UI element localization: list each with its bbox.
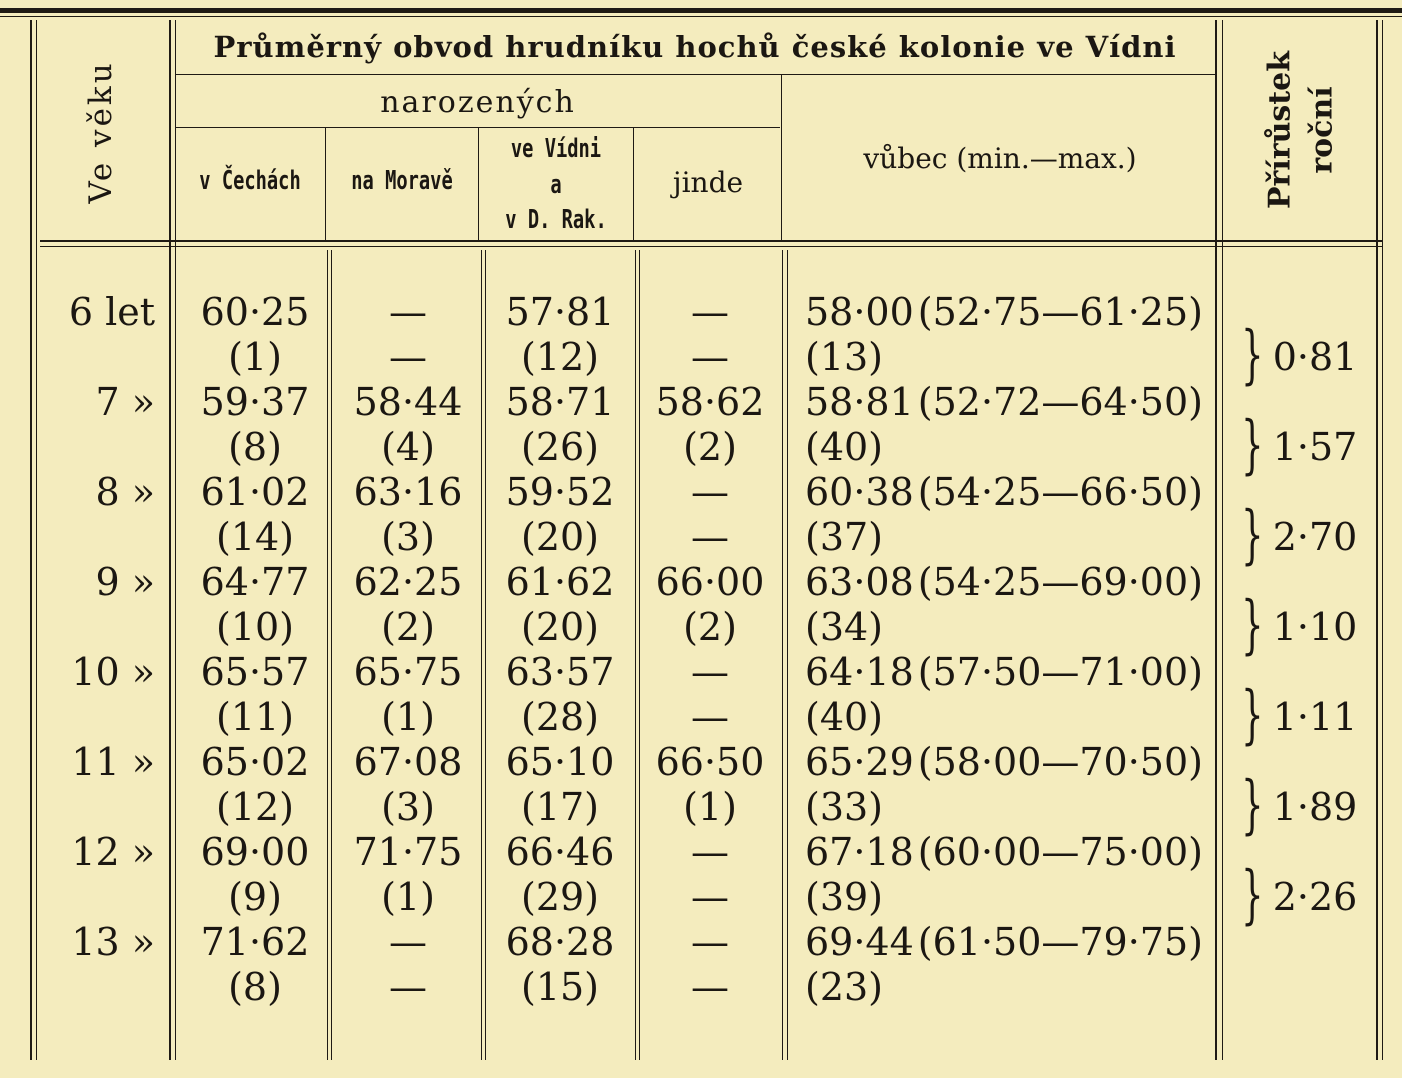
bohemia-value: 61·02 — [200, 470, 310, 514]
divider-right-b — [1382, 20, 1383, 1060]
age-cell: 8 » — [95, 470, 155, 514]
elsewhere-count: (2) — [683, 605, 737, 649]
age-cell: 12 » — [71, 830, 155, 874]
overall-value: 63·08 — [805, 560, 914, 604]
moravia-count: (1) — [381, 695, 435, 739]
overall-range: (52·75—61·25) — [917, 290, 1203, 334]
main-column-header: Průměrný obvod hrudníku hochů české kolonie ve Vídni — [213, 30, 1177, 64]
bohemia-value: 64·77 — [200, 560, 310, 604]
elsewhere-count: — — [691, 515, 729, 559]
bohemia-count: (1) — [228, 335, 282, 379]
overall-range: (58·00—70·50) — [917, 740, 1203, 784]
annual-increase: 1·10 — [1272, 605, 1358, 649]
elsewhere-value: — — [691, 290, 729, 334]
age-cell: 11 » — [71, 740, 155, 784]
elsewhere-column-header: jinde — [672, 166, 744, 199]
born-column-header: narozených — [380, 85, 576, 120]
divider-left-b — [36, 20, 37, 1060]
brace-icon: } — [1241, 858, 1264, 932]
age-cell: 9 » — [95, 560, 155, 604]
moravia-value: 62·25 — [353, 560, 463, 604]
moravia-column-header: na Moravě — [351, 166, 453, 196]
overall-value: 64·18 — [805, 650, 914, 694]
brace-icon: } — [1241, 318, 1264, 392]
elsewhere-value: — — [691, 470, 729, 514]
vienna-value: 65·10 — [505, 740, 615, 784]
moravia-value: 67·08 — [353, 740, 463, 784]
overall-column-header: vůbec (min.—max.) — [863, 142, 1137, 175]
bohemia-value: 65·57 — [200, 650, 310, 694]
vienna-value: 63·57 — [505, 650, 615, 694]
brace-icon: } — [1241, 678, 1264, 752]
elsewhere-value: — — [691, 650, 729, 694]
moravia-count: (4) — [381, 425, 435, 469]
elsewhere-count: — — [691, 335, 729, 379]
divider-increase-a — [1215, 20, 1217, 1060]
vienna-value: 66·46 — [505, 830, 615, 874]
vienna-value: 59·52 — [505, 470, 615, 514]
annual-increase: 1·11 — [1272, 695, 1358, 739]
moravia-count: (3) — [381, 785, 435, 829]
vienna-count: (28) — [520, 695, 600, 739]
overall-range: (57·50—71·00) — [917, 650, 1203, 694]
moravia-value: 65·75 — [353, 650, 463, 694]
vienna-count: (20) — [520, 605, 600, 649]
age-cell: 6 let — [68, 290, 155, 334]
bohemia-count: (9) — [228, 875, 282, 919]
elsewhere-value: 58·62 — [655, 380, 765, 424]
annual-increase: 0·81 — [1272, 335, 1358, 379]
vienna-value: 61·62 — [505, 560, 615, 604]
bohemia-count: (12) — [215, 785, 295, 829]
overall-count: (13) — [805, 335, 884, 379]
top-rule — [0, 8, 1402, 13]
header-divider-2 — [478, 128, 479, 240]
header-body-rule-b — [40, 246, 1382, 247]
body-divider-1b — [331, 250, 332, 1060]
body-divider-2b — [485, 250, 486, 1060]
moravia-value: — — [389, 290, 427, 334]
overall-value: 58·81 — [805, 380, 914, 424]
overall-value: 69·44 — [805, 920, 914, 964]
vienna-count: (26) — [520, 425, 600, 469]
bohemia-column-header: v Čechách — [199, 166, 301, 196]
brace-icon: } — [1241, 498, 1264, 572]
moravia-value: 63·16 — [353, 470, 463, 514]
overall-count: (33) — [805, 785, 884, 829]
divider-increase-b — [1222, 20, 1223, 1060]
overall-range: (54·25—66·50) — [917, 470, 1203, 514]
top-rule-thin — [0, 16, 1402, 17]
bohemia-value: 60·25 — [200, 290, 310, 334]
body-divider-4a — [782, 250, 783, 1060]
body-divider-2a — [481, 250, 482, 1060]
divider-age-a — [169, 20, 171, 1060]
overall-count: (37) — [805, 515, 884, 559]
moravia-value: 58·44 — [353, 380, 463, 424]
age-column-header: Ve věku — [83, 60, 119, 204]
header-body-rule-a — [40, 240, 1382, 242]
annual-increase: 1·89 — [1272, 785, 1358, 829]
vienna-value: 57·81 — [505, 290, 615, 334]
overall-value: 58·00 — [805, 290, 914, 334]
bohemia-value: 65·02 — [200, 740, 310, 784]
moravia-count: — — [389, 965, 427, 1009]
moravia-count: — — [389, 335, 427, 379]
body-divider-4b — [787, 250, 788, 1060]
vienna-value: 68·28 — [505, 920, 615, 964]
vienna-count: (17) — [520, 785, 600, 829]
elsewhere-count: (2) — [683, 425, 737, 469]
overall-range: (52·72—64·50) — [917, 380, 1203, 424]
annual-increase: 2·26 — [1272, 875, 1358, 919]
overall-value: 67·18 — [805, 830, 914, 874]
bohemia-count: (11) — [215, 695, 295, 739]
elsewhere-value: 66·00 — [655, 560, 765, 604]
overall-count: (23) — [805, 965, 884, 1009]
overall-count: (40) — [805, 695, 884, 739]
moravia-value: — — [389, 920, 427, 964]
brace-icon: } — [1241, 408, 1264, 482]
header-divider-1 — [325, 128, 326, 240]
moravia-count: (3) — [381, 515, 435, 559]
header-divider-4 — [781, 75, 782, 240]
elsewhere-count: — — [691, 875, 729, 919]
bohemia-value: 69·00 — [200, 830, 310, 874]
overall-count: (34) — [805, 605, 884, 649]
age-cell: 13 » — [71, 920, 155, 964]
elsewhere-count: — — [691, 965, 729, 1009]
body-divider-1a — [327, 250, 328, 1060]
overall-range: (60·00—75·00) — [917, 830, 1203, 874]
vienna-value: 58·71 — [505, 380, 615, 424]
annual-increase: 1·57 — [1272, 425, 1358, 469]
moravia-count: (1) — [381, 875, 435, 919]
bohemia-value: 71·62 — [200, 920, 310, 964]
elsewhere-value: — — [691, 920, 729, 964]
bohemia-count: (8) — [228, 425, 282, 469]
bohemia-count: (14) — [215, 515, 295, 559]
bohemia-value: 59·37 — [200, 380, 310, 424]
vienna-column-header-line2: a — [550, 170, 562, 200]
header-divider-3 — [633, 128, 634, 240]
age-cell: 10 » — [71, 650, 155, 694]
bohemia-count: (8) — [228, 965, 282, 1009]
elsewhere-value: — — [691, 830, 729, 874]
brace-icon: } — [1241, 588, 1264, 662]
annual-increase: 2·70 — [1272, 515, 1358, 559]
bohemia-count: (10) — [215, 605, 295, 649]
age-cell: 7 » — [95, 380, 155, 424]
vienna-count: (15) — [520, 965, 600, 1009]
elsewhere-count: — — [691, 695, 729, 739]
body-divider-3a — [635, 250, 636, 1060]
elsewhere-count: (1) — [683, 785, 737, 829]
vienna-count: (29) — [520, 875, 600, 919]
body-divider-3b — [639, 250, 640, 1060]
vienna-column-header-line3: v D. Rak. — [505, 205, 607, 235]
divider-left-a — [30, 20, 32, 1060]
vienna-count: (20) — [520, 515, 600, 559]
overall-value: 60·38 — [805, 470, 914, 514]
overall-count: (40) — [805, 425, 884, 469]
moravia-count: (2) — [381, 605, 435, 649]
overall-range: (61·50—79·75) — [917, 920, 1203, 964]
overall-value: 65·29 — [805, 740, 914, 784]
moravia-value: 71·75 — [353, 830, 463, 874]
elsewhere-value: 66·50 — [655, 740, 765, 784]
overall-range: (54·25—69·00) — [917, 560, 1203, 604]
increase-column-header-line2: roční — [1304, 86, 1340, 174]
increase-column-header-line1: Přírůstek — [1262, 51, 1298, 209]
vienna-count: (12) — [520, 335, 600, 379]
divider-age-b — [175, 20, 176, 1060]
overall-count: (39) — [805, 875, 884, 919]
divider-right-a — [1376, 20, 1378, 1060]
vienna-column-header-line1: ve Vídni — [510, 134, 602, 164]
brace-icon: } — [1241, 768, 1264, 842]
header-rule-main — [176, 74, 1216, 75]
